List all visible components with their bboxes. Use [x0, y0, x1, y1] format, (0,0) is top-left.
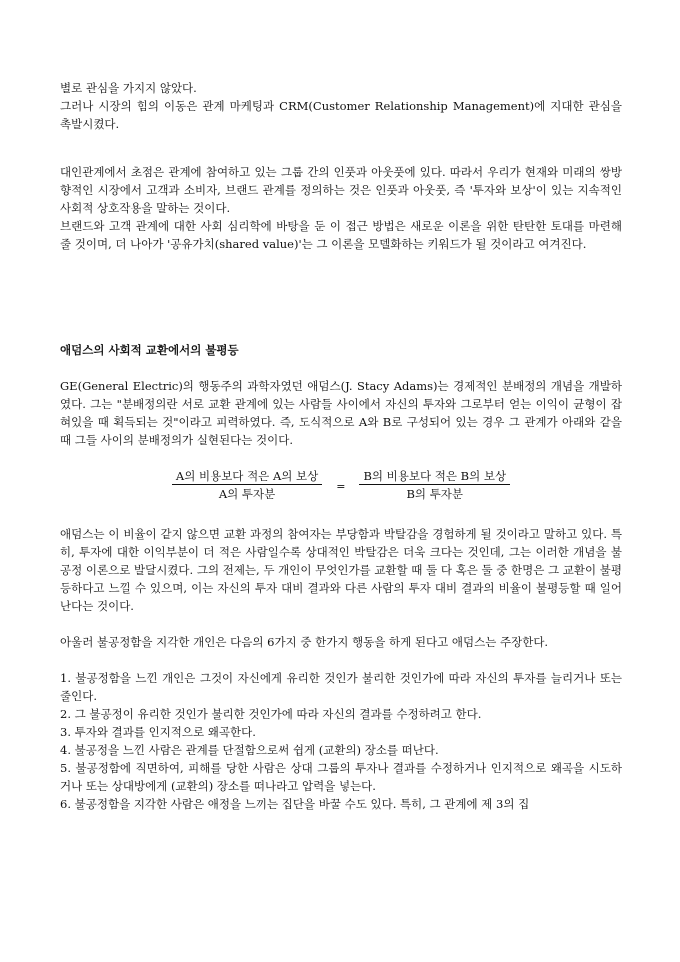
- formula-equals-sign: =: [336, 480, 346, 493]
- formula-left-numerator: A의 비용보다 적은 A의 보상: [172, 468, 322, 485]
- list-item: 2. 그 불공정이 유리한 것인가 불리한 것인가에 따라 자신의 결과를 수정하려고 한다.: [60, 707, 482, 721]
- list-item: 6. 불공정함을 지각한 사람은 애정을 느끼는 집단을 바꿀 수도 있다. 특히, 그 관계에 제 3의 집: [60, 797, 530, 811]
- formula-right-fraction: [359, 468, 510, 502]
- paragraph-distributive-justice: GE(General Electric)의 행동주의 과학자였던 애덤스(J. Stacy Adams)는 경제적인 분배정의 개념을 개발하였다. 그는 "분배정의란 서로 교환 관계에 있는 사람들 사이에서 자신의 투자와 그로부터 얻는 이익이 균형이 잡혀있을 때 획득되는 것"이라고 피력하였다. 즉, 도식적으로 A와 B로 구성되어 있는 경우 그 관계가 아래와 같을 때 그들 사이의 분배정의가 실현된다는 것이다.: [60, 379, 622, 447]
- list-item: 5. 불공정함에 직면하여, 피해를 당한 사람은 상대 그룹의 투자나 결과를 수정하거나 인지적으로 왜곡을 시도하거나 또는 상대방에게 (교환의) 장소를 떠나라고 압력을 넣는다.: [60, 761, 622, 793]
- interpersonal-text-block: [60, 163, 622, 253]
- intro-text-block: [60, 79, 622, 133]
- paragraph-input-output: 대인관계에서 초점은 관계에 참여하고 있는 그룹 간의 인풋과 아웃풋에 있다. 따라서 우리가 현재와 미래의 쌍방향적인 시장에서 고객과 소비자, 브랜드 관계를 정의하는 것은 인풋과 아웃풋, 즉 '투자와 보상'이 있는 지속적인 사회적 상호작용을 말하는 것이다.: [60, 165, 622, 215]
- formula-right-numerator: B의 비용보다 적은 B의 보상: [359, 468, 510, 485]
- equity-formula: [60, 465, 622, 505]
- formula-left-fraction: [172, 468, 322, 502]
- section-heading: 애덤스의 사회적 교환에서의 불평등: [60, 343, 239, 357]
- behavior-list: [60, 669, 622, 813]
- paragraph-crm: 그러나 시장의 힘의 이동은 관계 마케팅과 CRM(Customer Relationship Management)에 지대한 관심을 촉발시켰다.: [60, 99, 622, 131]
- list-item: 1. 불공정함을 느낀 개인은 그것이 자신에게 유리한 것인가 불리한 것인가에 따라 자신의 투자를 늘리거나 또는 줄인다.: [60, 671, 622, 703]
- formula-right-denominator: B의 투자분: [406, 487, 464, 501]
- paragraph-inequity-theory: 애덤스는 이 비율이 같지 않으면 교환 과정의 참여자는 부당함과 박탈감을 경험하게 될 것이라고 말하고 있다. 특히, 투자에 대한 이익부분이 더 적은 사람일수록 상대적인 박탈감은 더욱 크다는 것인데, 그는 이러한 개념을 불공정 이론으로 발달시켰다. 그의 전제는, 두 개인이 무엇인가를 교환할 때 둘 다 혹은 둘 중 한명은 그 교환이 불평등하다고 느낄 수 있으며, 이는 자신의 투자 대비 결과와 다른 사람의 투자 대비 결과의 비율이 불평등할 때 일어난다는 것이다.: [60, 527, 622, 613]
- paragraph-shared-value: 브랜드와 고객 관계에 대한 사회 심리학에 바탕을 둔 이 접근 방법은 새로운 이론을 위한 탄탄한 토대를 마련해 줄 것이며, 더 나아가 '공유가치(shared value)'는 그 이론을 모델화하는 키워드가 될 것이라고 여겨진다.: [60, 219, 622, 251]
- adams-section: [60, 341, 622, 813]
- list-item: 4. 불공정을 느낀 사람은 관계를 단절함으로써 쉽게 (교환의) 장소를 떠난다.: [60, 743, 439, 757]
- paragraph-six-behaviors: 아울러 불공정함을 지각한 개인은 다음의 6가지 중 한가지 행동을 하게 된다고 애덤스는 주장한다.: [60, 635, 549, 649]
- formula-left-denominator: A의 투자분: [218, 487, 276, 501]
- list-item: 3. 투자와 결과를 인지적으로 왜곡한다.: [60, 725, 256, 739]
- paragraph-continuation: 별로 관심을 가지지 않았다.: [60, 81, 197, 95]
